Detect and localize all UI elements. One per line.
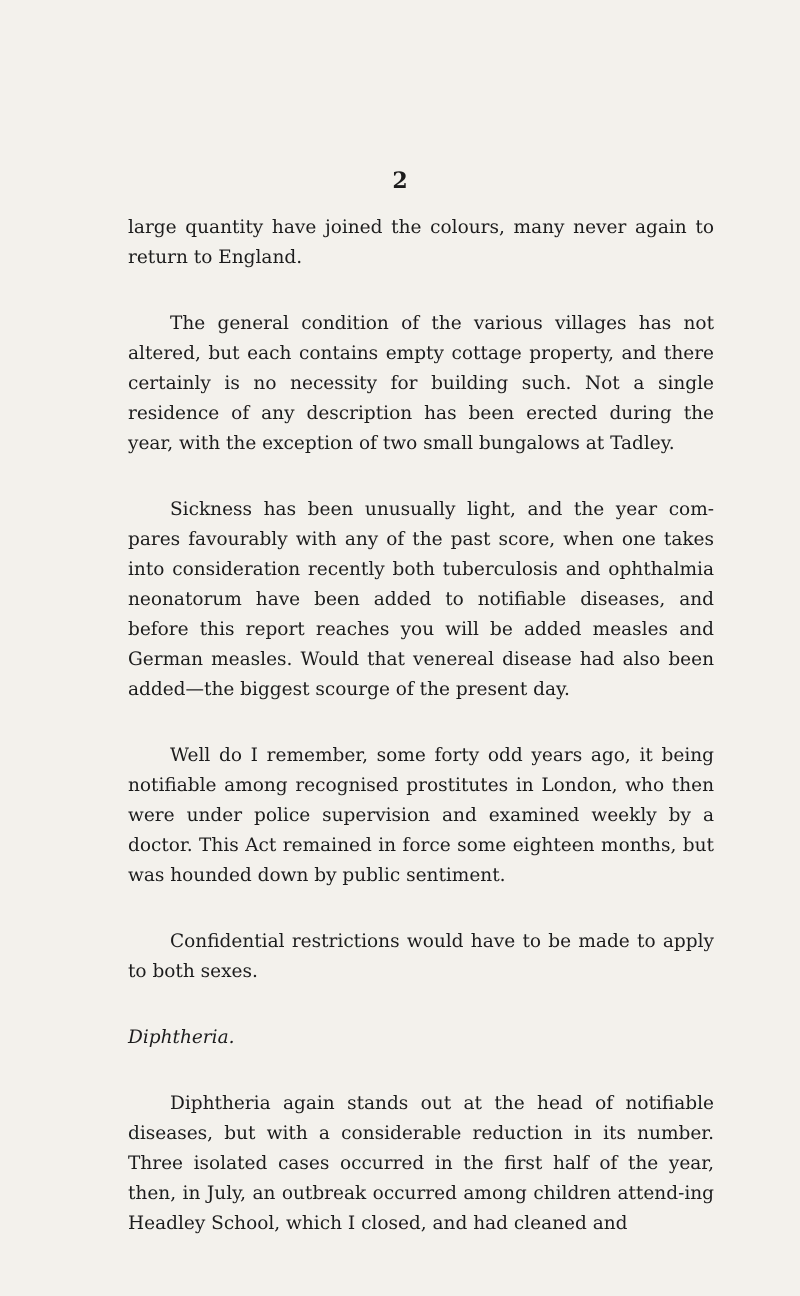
paragraph-diphtheria: Diphtheria again stands out at the head of notifiable diseases, but with a considerable reduction in its number. Three isolated cases occurred in the first half of the year, then, in July, an outbreak occurred among children attend-ing Headley School, which I closed, and had cleaned and [128, 1093, 714, 1234]
body-text [128, 213, 714, 1239]
paragraph-village-conditions: The general condition of the various villages has not altered, but each contains empty cottage property, and there certainly is no necessity for building such. Not a single residence of any description has been erected during the year, with the exception of two small bungalows at Tadley. [128, 313, 714, 454]
paragraph-restrictions: Confidential restrictions would have to be made to apply to both sexes. [128, 931, 714, 982]
paragraph-sickness: Sickness has been unusually light, and the year com-pares favourably with any of the past score, when one takes into consideration recently both tuberculosis and ophthalmia neonatorum have been added to notifiable diseases, and before this report reaches you will be added measles and German measles. Would that venereal disease had also been added—the biggest scourge of the present day. [128, 499, 714, 700]
page-number: 2 [392, 168, 408, 194]
paragraph-continuation: large quantity have joined the colours, many never again to return to England. [128, 217, 714, 268]
section-heading-diphtheria: Diphtheria. [128, 1027, 235, 1048]
paragraph-recollection: Well do I remember, some forty odd years ago, it being notifiable among recognised prostitutes in London, who then were under police supervision and examined weekly by a doctor. This Act remained in force some eighteen months, but was hounded down by public sentiment. [128, 745, 714, 886]
